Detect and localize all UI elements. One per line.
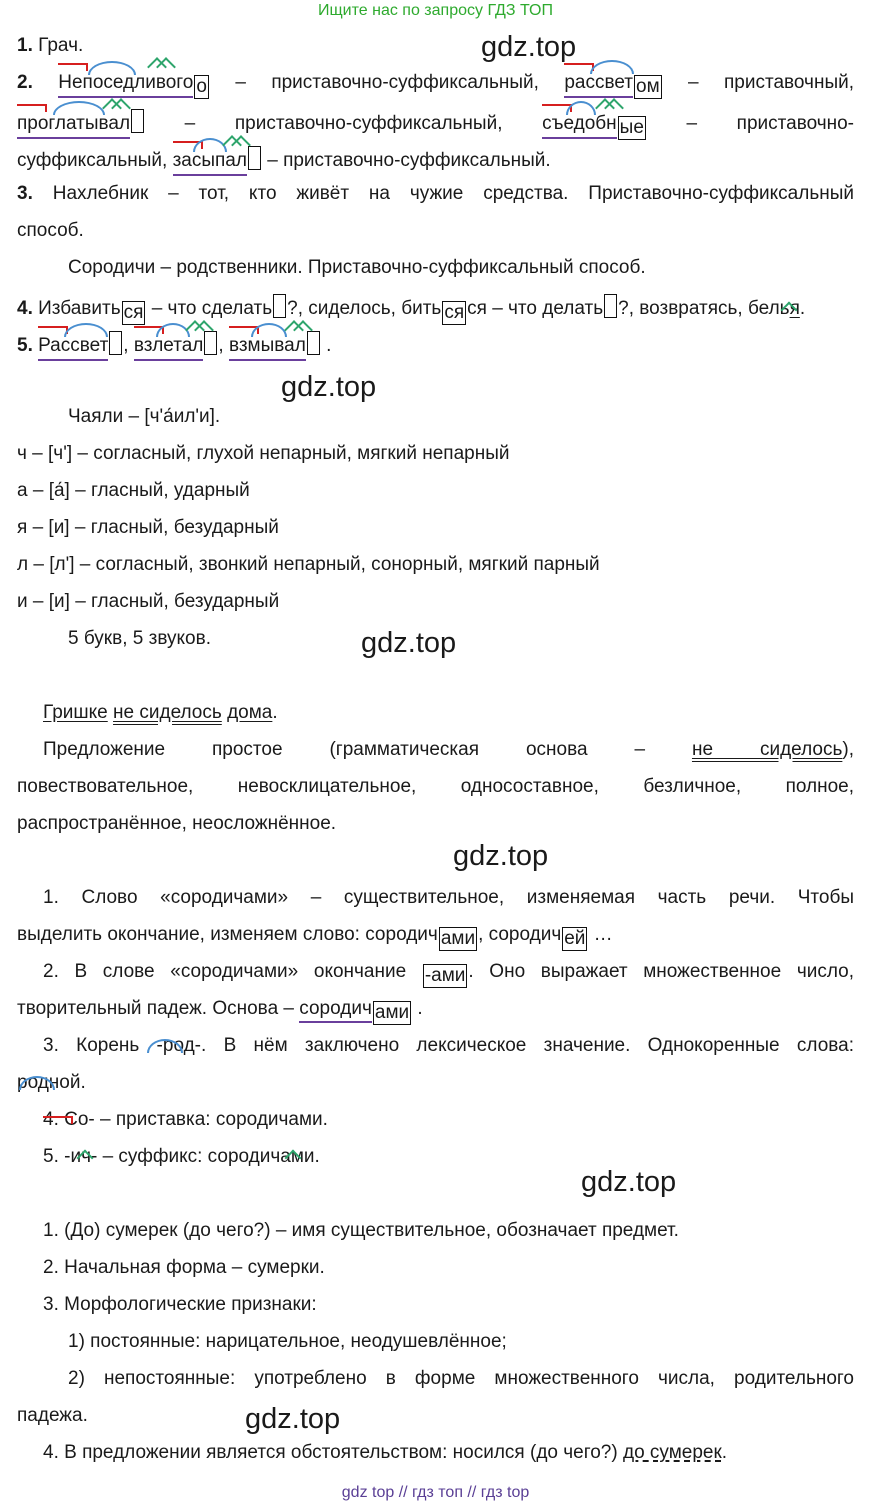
item-4: 4. Избавить ся – что сделать ?, сиделось, бить ся ся – что делать ?, возвратясь, белья. xyxy=(17,294,854,325)
phonetic-row: а – [а́] – гласный, ударный xyxy=(17,480,250,501)
morph-4: творительный падеж. Основа – сородич ами . xyxy=(17,998,423,1023)
noun-7: 4. В предложении является обстоятельством: носился (до чего?) до сумерек. xyxy=(43,1442,728,1463)
ending-box xyxy=(273,294,286,318)
sentence: Гришке не сиделось дома. xyxy=(43,702,278,723)
word-vzletal: взлетал xyxy=(134,335,204,361)
word-rassvet: Рассвет xyxy=(38,335,108,361)
watermark: gdz.top xyxy=(481,31,577,63)
phonetic-head: Чаяли – [ч'а́ил'и]. xyxy=(68,406,221,427)
phonetic-row: я – [и] – гласный, безударный xyxy=(17,517,279,538)
word-neposedlivogo: Непоседливого xyxy=(58,72,193,98)
phonetic-row: и – [и] – гласный, безударный xyxy=(17,591,280,612)
ending-box: ые xyxy=(619,117,644,138)
phonetic-count: 5 букв, 5 звуков. xyxy=(68,628,211,649)
watermark: gdz.top xyxy=(281,371,377,403)
ending-box: ся xyxy=(444,302,465,323)
noun-6: падежа. xyxy=(17,1405,88,1426)
item-1: 1. Грач. xyxy=(17,35,84,56)
watermark: gdz.top xyxy=(245,1403,341,1435)
item-5: 5. Рассвет , взлетал , взмывал . xyxy=(17,331,854,361)
noun-4: 1) постоянные: нарицательное, неодушевлённое; xyxy=(68,1331,507,1352)
ending-box: о xyxy=(196,76,207,97)
morph-7: 4. Со- – приставка: сородичами. xyxy=(43,1109,328,1130)
noun-2: 2. Начальная форма – сумерки. xyxy=(43,1257,325,1278)
word-proglatyval: проглатывал xyxy=(17,113,130,139)
morph-3: 2. В слове «сородичами» окончание -ами . Оно выражает множественное число, xyxy=(43,961,854,986)
sentence-analysis-2: повествовательное, невосклицательное, односоставное, безличное, полное, xyxy=(17,776,854,797)
item-2-line-3: суффиксальный, засыпал – приставочно-суффиксальный. xyxy=(17,146,854,176)
ending-box xyxy=(604,294,617,318)
ending-box xyxy=(248,146,261,170)
watermark: gdz.top xyxy=(453,840,549,872)
item-3-sub: Сородичи – родственники. Приставочно-суффиксальный способ. xyxy=(68,257,646,278)
stem-underline: сородич xyxy=(299,998,372,1023)
word-zasypal: засыпал xyxy=(173,150,247,176)
ending-box xyxy=(131,109,144,133)
sentence-analysis-1: Предложение простое (грамматическая основа – не сиделось), xyxy=(43,739,854,760)
ending-box: -ами xyxy=(424,965,466,986)
word-vzmyval: взмывал xyxy=(229,335,306,361)
ending-box: ами xyxy=(440,928,476,949)
postfix-box: ся xyxy=(123,302,144,323)
ending-box: ами xyxy=(374,1002,410,1023)
watermark: gdz.top xyxy=(581,1166,677,1198)
item-3: 3. Нахлебник – тот, кто живёт на чужие средства. Приставочно-суффиксальный xyxy=(17,183,854,204)
watermark: gdz.top xyxy=(361,627,457,659)
morph-8: 5. -ич- – суффикс: сородичами. xyxy=(43,1146,320,1167)
item-2-line-2: проглатывал – приставочно-суффиксальный, съедобн ые – приставочно- xyxy=(17,109,854,140)
ending-box: ей xyxy=(564,928,586,949)
bottom-banner[interactable]: gdz top // гдз топ // гдз top xyxy=(341,1484,530,1501)
ending-box: ом xyxy=(636,76,660,97)
morph-2: выделить окончание, изменяем слово: сородич ами , сородич ей … xyxy=(17,924,613,949)
item-3-cont: способ. xyxy=(17,220,84,241)
ending-box xyxy=(109,331,122,355)
phonetic-row: л – [л'] – согласный, звонкий непарный, сонорный, мягкий парный xyxy=(17,554,600,575)
noun-5: 2) непостоянные: употреблено в форме множественного числа, родительного xyxy=(68,1368,854,1389)
morph-6: родной. xyxy=(17,1072,86,1093)
word-rassvetom: рассвет xyxy=(564,72,633,98)
item-2-line-1: 2. Непоседливого о – приставочно-суффиксальный, рассвет ом – приставочный, xyxy=(17,72,854,99)
morph-5: 3. Корень -род-. В нём заключено лексическое значение. Однокоренные слова: xyxy=(43,1035,854,1056)
noun-1: 1. (До) сумерек (до чего?) – имя существительное, обозначает предмет. xyxy=(43,1220,679,1241)
top-banner[interactable]: Ищите нас по запросу ГДЗ ТОП xyxy=(318,2,553,19)
ending-box xyxy=(307,331,320,355)
phonetic-row: ч – [ч'] – согласный, глухой непарный, мягкий непарный xyxy=(17,443,510,464)
sentence-analysis-3: распространённое, неосложнённое. xyxy=(17,813,337,834)
morph-1: 1. Слово «сородичами» – существительное, изменяемая часть речи. Чтобы xyxy=(43,887,854,908)
noun-3: 3. Морфологические признаки: xyxy=(43,1294,317,1315)
word-sedobnye: съедобн xyxy=(542,113,617,139)
